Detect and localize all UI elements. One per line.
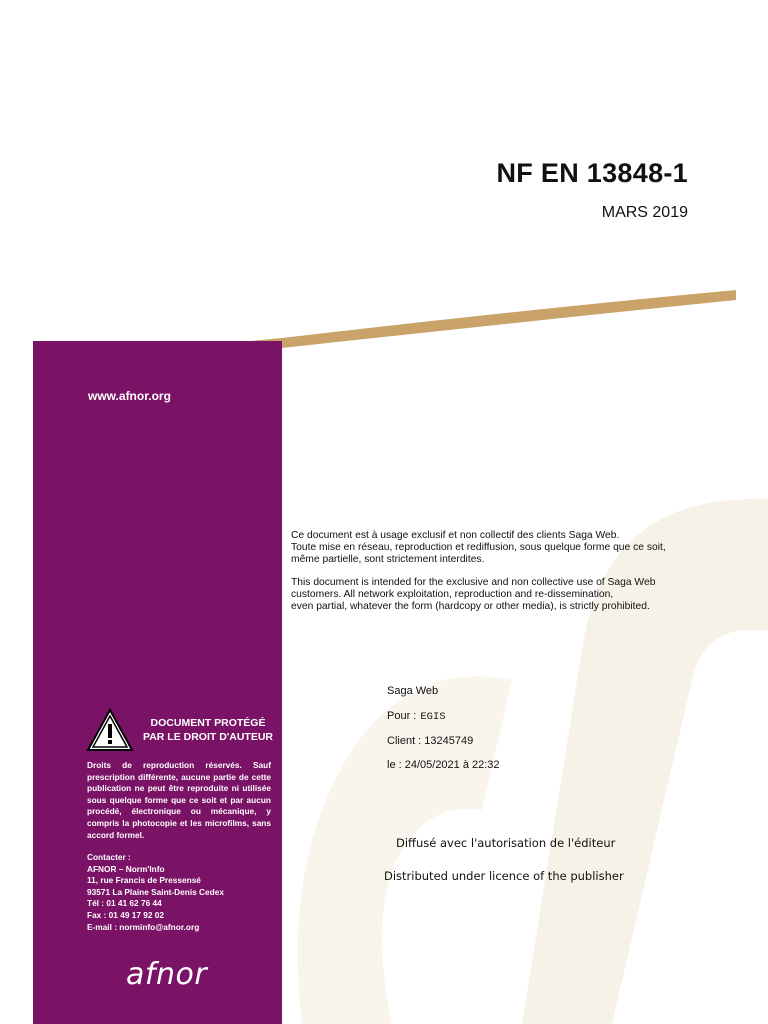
protected-document-title (138, 716, 278, 744)
protect-title-line1: DOCUMENT PROTÉGÉ (150, 717, 266, 729)
protect-title-line2: PAR LE DROIT D'AUTEUR (142, 731, 274, 743)
contact-block (87, 852, 277, 933)
notice-line: Ce document est à usage exclusif et non collectif des clients Saga Web. (291, 530, 620, 541)
contact-line: AFNOR – Norm'Info (87, 863, 165, 874)
rights-notice: Droits de reproduction réservés. Sauf prescription différente, aucune partie de cette publication ne peut être reproduite ni utilisée sous quelque forme que ce soit et par aucun procédé, électronique ou mécanique, y compris la photocopie et les microfilms, sans accord formel. (87, 760, 271, 840)
licence-pour (387, 710, 446, 723)
notice-line: customers. All network exploitation, reproduction and re-dissemination, (291, 589, 614, 600)
distribution-fr: Diffusé avec l'autorisation de l'éditeur (396, 836, 616, 850)
pour-label: Pour : (387, 710, 417, 722)
document-number: NF EN 13848-1 (496, 158, 688, 188)
licence-client: Client : 13245749 (387, 735, 474, 747)
contact-line: 11, rue Francis de Pressensé (87, 875, 201, 886)
notice-line: Toute mise en réseau, reproduction et rediffusion, sous quelque forme que ce soit, (291, 542, 666, 553)
contact-line: Fax : 01 49 17 92 02 (87, 909, 165, 920)
usage-notice-en (291, 577, 691, 613)
pour-value: EGIS (420, 711, 446, 723)
afnor-logo: afnor (126, 957, 208, 992)
usage-notice-fr (291, 530, 691, 566)
contact-line: 93571 La Plaine Saint-Denis Cedex (87, 886, 224, 897)
distribution-en: Distributed under licence of the publisher (384, 869, 624, 883)
contact-line: Contacter : (87, 852, 131, 862)
licence-date: le : 24/05/2021 à 22:32 (387, 759, 500, 771)
licence-org: Saga Web (387, 685, 439, 697)
contact-line: Tél : 01 41 62 76 44 (87, 898, 162, 909)
notice-line: This document is intended for the exclusive and non collective use of Saga Web (291, 577, 656, 588)
document-date: MARS 2019 (601, 204, 688, 221)
warning-triangle-icon (86, 708, 134, 752)
notice-line: même partielle, sont strictement interdites. (291, 554, 485, 565)
notice-line: even partial, whatever the form (hardcopy or other media), is strictly prohibited. (291, 601, 650, 612)
website-link[interactable]: www.afnor.org (88, 389, 171, 403)
contact-email[interactable]: E-mail : norminfo@afnor.org (87, 921, 200, 932)
